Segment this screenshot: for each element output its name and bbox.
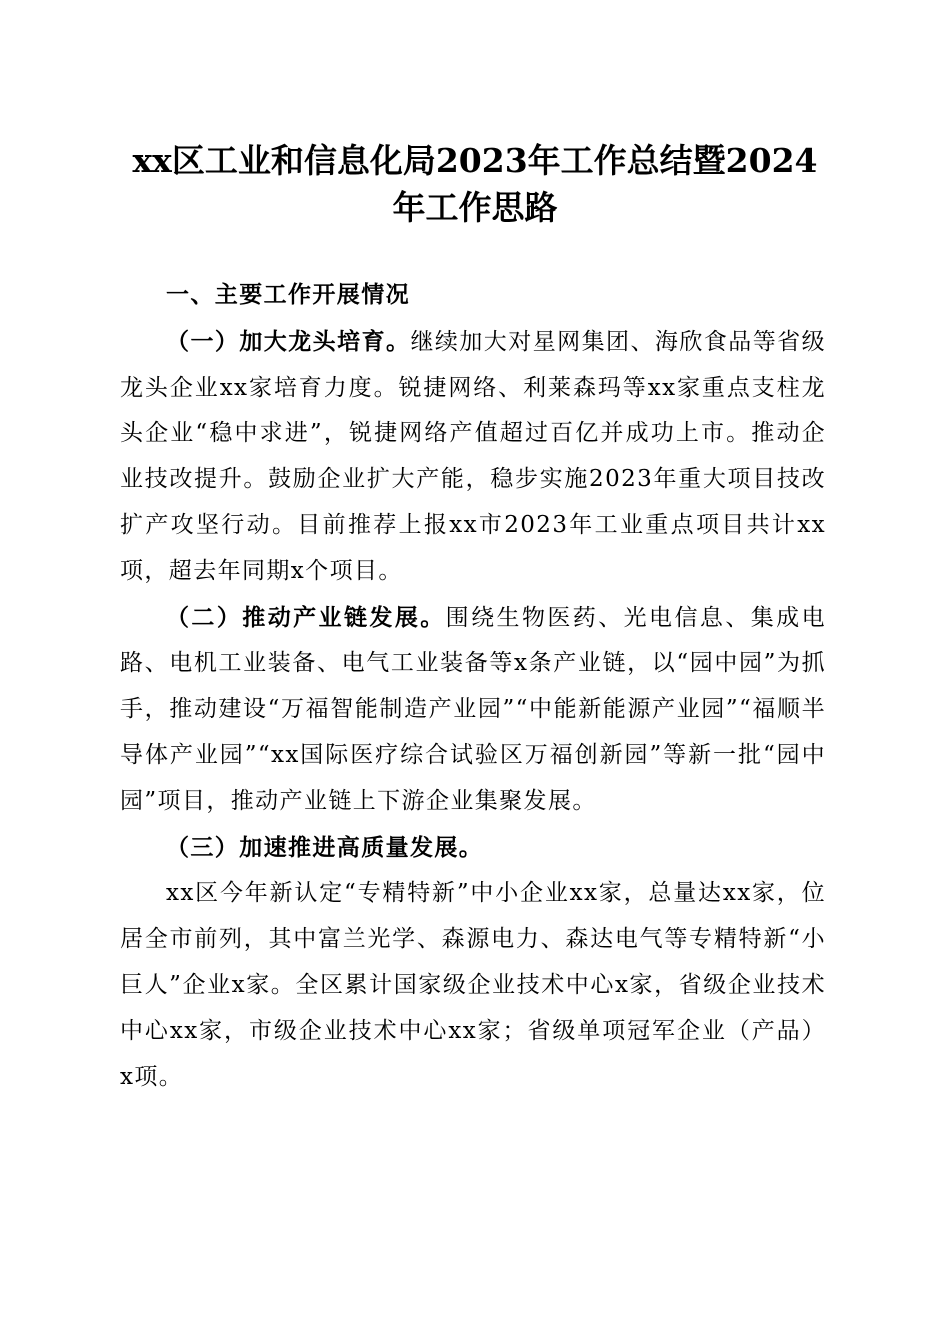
paragraph-industry-chain-text: 围绕生物医药、光电信息、集成电路、电机工业装备、电气工业装备等x条产业链，以“园中园”为抓手，推动建设“万福智能制造产业园”“中能新能源产业园”“福顺半导体产业园”“xx国际医疗综合试验区万福创新园”等新一批“园中园”项目，推动产业链上下游企业集聚发展。 (120, 604, 827, 814)
paragraph-leading-enterprises-text: 继续加大对星网集团、海欣食品等省级龙头企业xx家培育力度。锐捷网络、利莱森玛等xx家重点支柱龙头企业“稳中求进”，锐捷网络产值超过百亿并成功上市。推动企业技改提升。鼓励企业扩大产能，稳步实施2023年重大项目技改扩产攻坚行动。目前推荐上报xx市2023年工业重点项目共计xx项，超去年同期x个项目。 (120, 328, 826, 584)
document-body (120, 273, 826, 1100)
document-title (100, 137, 850, 231)
paragraph-specialized-enterprises (120, 871, 826, 1100)
section-heading-main-work: 一、主要工作开展情况 (166, 282, 410, 308)
subheading-high-quality: （三）加速推进高质量发展。 (166, 833, 484, 861)
paragraph-leading-enterprises (120, 319, 826, 595)
subheading-industry-chain: （二）推动产业链发展。 (166, 603, 446, 631)
paragraph-industry-chain (120, 595, 826, 825)
title-line-1: xx区工业和信息化局2023年工作总结暨2024 (132, 141, 818, 180)
subheading-leading-enterprises: （一）加大龙头培育。 (166, 327, 411, 355)
paragraph-high-quality-heading (120, 825, 826, 872)
paragraph-specialized-enterprises-text: xx区今年新认定“专精特新”中小企业xx家，总量达xx家，位居全市前列，其中富兰光学、森源电力、森达电气等专精特新“小巨人”企业x家。全区累计国家级企业技术中心x家，省级企业技术中心xx家，市级企业技术中心xx家；省级单项冠军企业（产品）x项。 (120, 880, 826, 1090)
title-line-2: 年工作思路 (392, 188, 558, 227)
